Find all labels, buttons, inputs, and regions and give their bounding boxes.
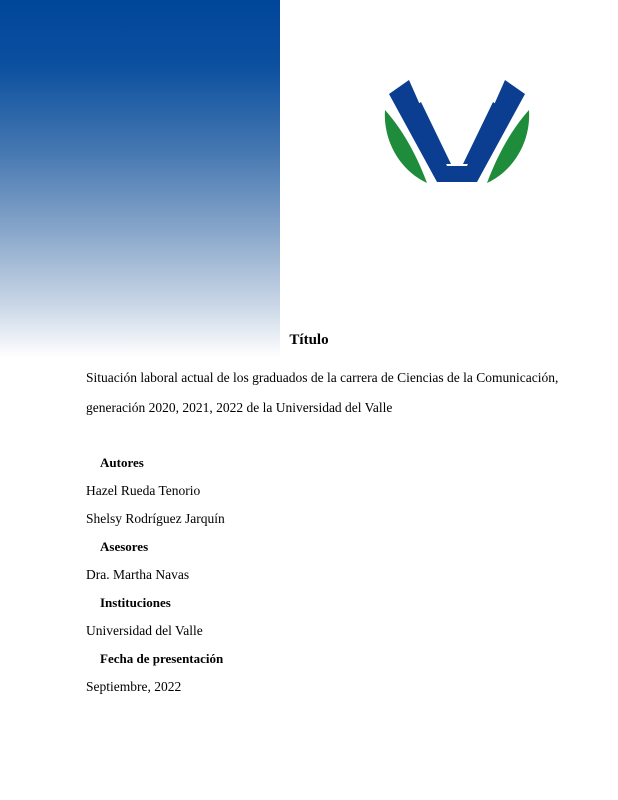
author-name: Hazel Rueda Tenorio <box>86 483 201 498</box>
subtitle-line-2: generación 2020, 2021, 2022 de la Universidad del Valle <box>86 400 393 415</box>
institution-name: Universidad del Valle <box>86 623 203 638</box>
page-title: Título <box>289 332 329 348</box>
subtitle-line-1: Situación laboral actual de los graduados de la carrera de Ciencias de la Comunicación, <box>86 370 559 385</box>
university-logo-icon <box>381 76 533 186</box>
institutions-heading: Instituciones <box>100 595 171 610</box>
advisor-name: Dra. Martha Navas <box>86 567 190 582</box>
decorative-gradient-panel <box>0 0 280 358</box>
authors-heading: Autores <box>100 455 144 470</box>
author-name: Shelsy Rodríguez Jarquín <box>86 511 225 526</box>
presentation-date: Septiembre, 2022 <box>86 679 182 694</box>
advisors-heading: Asesores <box>100 539 149 554</box>
date-heading: Fecha de presentación <box>100 651 224 666</box>
